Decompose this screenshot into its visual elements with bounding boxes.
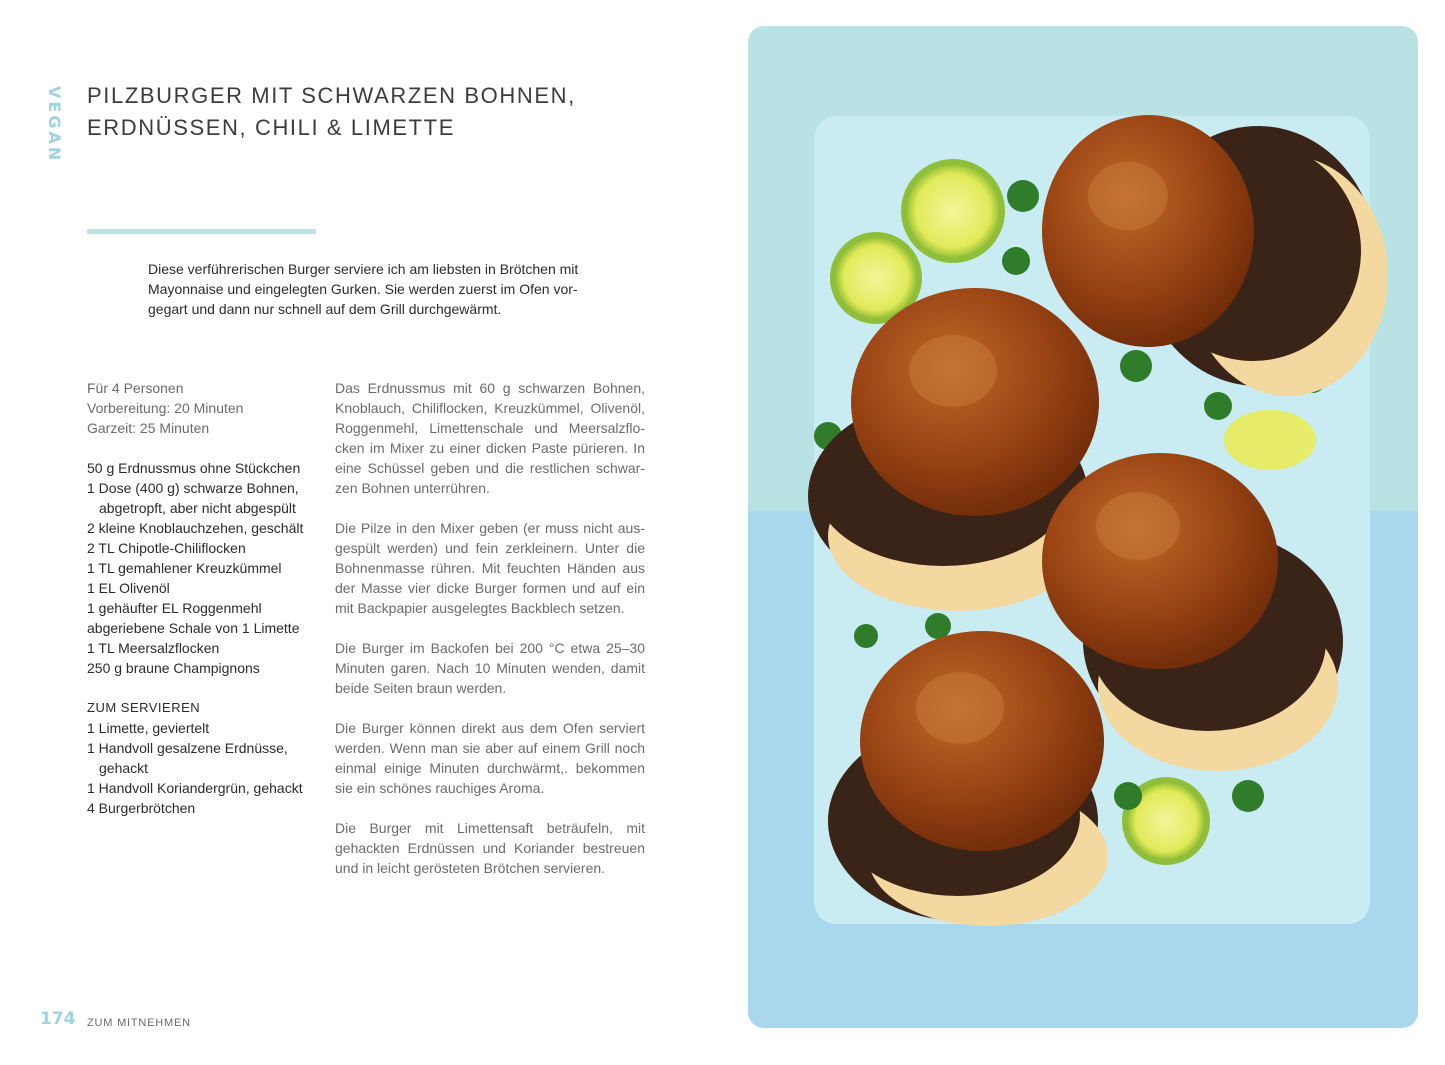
- ingredient-item: 1 TL gemahlener Kreuzkümmel: [87, 560, 282, 576]
- serving-heading: ZUM SERVIEREN: [87, 700, 201, 715]
- ingredient-item: 1 Dose (400 g) schwarze Bohnen,: [87, 480, 299, 496]
- burger-photo: [748, 26, 1418, 1028]
- ingredient-item: 250 g braune Champignons: [87, 660, 260, 676]
- recipe-title: [87, 80, 687, 144]
- serving-item: 4 Burgerbrötchen: [87, 800, 196, 816]
- section-name: ZUM MITNEHMEN: [87, 1017, 191, 1029]
- method-step: Das Erdnussmus mit 60 g schwarzen Bohnen, Knoblauch, Chiliflocken, Kreuzkümmel, Olivenöl, Roggenmehl, Limettenschale und Meersalzflocken im Mixer zu einer dicken Paste pürieren. In eine Schüssel geben und die restlichen schwarzen Bohnen unterrühren.: [335, 380, 645, 496]
- recipe-title-line: PILZBURGER MIT SCHWARZEN BOHNEN,: [87, 83, 576, 108]
- ingredient-item: 2 TL Chipotle-Chiliflocken: [87, 540, 246, 556]
- ingredient-item: 1 gehäufter EL Roggenmehl: [87, 600, 262, 616]
- serving-item: gehackt: [99, 760, 149, 776]
- method-column: [335, 378, 645, 898]
- servings: Für 4 Personen: [87, 380, 184, 396]
- ingredients-column: [87, 378, 317, 818]
- lime-wedge: [901, 159, 1005, 263]
- prep-time: Vorbereitung: 20 Minuten: [87, 400, 244, 416]
- method-step: Die Burger können direkt aus dem Ofen serviert werden. Wenn man sie aber auf einem Grill noch einmal einige Minuten durchwärmt,. bekommen sie ein schönes rauchiges Aroma.: [335, 720, 645, 796]
- serving-item: 1 Handvoll Koriandergrün, gehackt: [87, 780, 303, 796]
- ingredient-item: abgeriebene Schale von 1 Limette: [87, 620, 300, 636]
- ingredient-item: abgetropft, aber nicht abgespült: [99, 500, 296, 516]
- method-step: Die Burger mit Limettensaft beträufeln, mit gehackten Erdnüssen und Koriander bestreuen und in leicht gerösteten Brötchen servieren.: [335, 820, 645, 876]
- method-step: Die Pilze in den Mixer geben (er muss nicht ausgespült werden) und fein zerkleinern. Unter die Bohnenmasse rühren. Mit feuchten Händen aus der Masse vier dicke Burger formen und auf ein mit Backpapier ausgelegtes Backblech setzen.: [335, 520, 645, 616]
- category-label: VEGAN: [45, 86, 64, 164]
- ingredient-item: 2 kleine Knoblauchzehen, geschält: [87, 520, 304, 536]
- lime-wedge: [1224, 410, 1316, 470]
- cook-time: Garzeit: 25 Minuten: [87, 420, 210, 436]
- method-step: Die Burger im Backofen bei 200 °C etwa 25–30 Minuten garen. Nach 10 Minuten wenden, damit beide Seiten braun werden.: [335, 640, 645, 696]
- recipe-intro: Diese verführerischen Burger serviere ich am liebsten in Brötchen mit Mayonnaise und eingelegten Gurken. Sie werden zuerst im Ofen vorgegart und dann nur schnell auf dem Grill durchgewärmt.: [148, 261, 579, 317]
- recipe-title-line: ERDNÜSSEN, CHILI & LIMETTE: [87, 115, 455, 140]
- serving-item: 1 Handvoll gesalzene Erdnüsse,: [87, 740, 288, 756]
- page-number: 174: [40, 1009, 76, 1029]
- serving-item: 1 Limette, geviertelt: [87, 720, 210, 736]
- ingredient-item: 1 TL Meersalzflocken: [87, 640, 220, 656]
- ingredient-item: 1 EL Olivenöl: [87, 580, 170, 596]
- title-divider: [87, 229, 316, 234]
- recipe-meta: [87, 378, 317, 438]
- ingredient-list: [87, 458, 317, 818]
- ingredient-item: 50 g Erdnussmus ohne Stückchen: [87, 460, 301, 476]
